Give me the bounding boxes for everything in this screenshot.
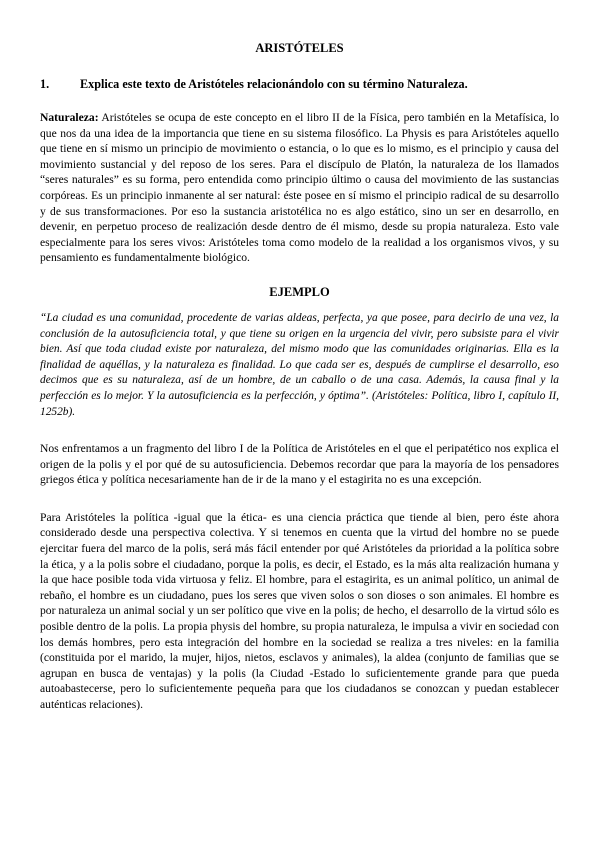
question-heading [40,76,559,92]
paragraph-intro: Nos enfrentamos a un fragmento del libro I de la Política de Aristóteles en el que el peripatético nos explica el origen de la polis y el por qué de su autosuficiencia. Debemos recordar que para la mayoría de los pensadores griegos ética y política necesariamente han de ir de la mano y el estagirita no es una excepción. [40,442,559,487]
question-number: 1. [40,77,50,91]
example-heading: EJEMPLO [269,284,330,299]
document-page [40,40,559,713]
paragraph-politics: Para Aristóteles la política -igual que la ética- es una ciencia práctica que tiende al bien, pero éste ahora considerado desde una perspectiva colectiva. Y si tenemos en cuenta que la virtud del hombre no se puede ejercitar fuera del marco de la polis, será más fácil entender por qué Aristóteles da prioridad a la política sobre la ética, y a la polis sobre el ciudadano, porque la polis, es decir, el Estado, es la más alta realización humana y la que hace posible toda vida virtuosa y feliz. El hombre, para el estagirita, es un animal político, un animal de rebaño, el hombre es un ciudadano, pues los seres que viven solos o son dioses o son animales. El hombre es por naturaleza un animal social y un ser político que vive en la polis; de hecho, el desarrollo de la virtud sólo es posible dentro de la polis. La propia physis del hombre, su propia naturaleza, le impulsa a vivir en sociedad con los demás hombres, pero esta integración del hombre en la sociedad se realiza a tres niveles: en la familia (constituida por el marido, la mujer, hijos, nietos, esclavos y animales), la aldea (conjunto de familias que se agrupan en busca de ventajas) y la polis (la Ciudad -Estado lo suficientemente grande para que pueda autoabastecerse, pero lo suficientemente pequeña para que los ciudadanos se conozcan y puedan establecer auténticas relaciones). [40,510,559,711]
definition-body: Aristóteles se ocupa de este concepto en el libro II de la Física, pero también en la Metafísica, lo que nos da una idea de la importancia que tiene en su sistema filosófico. La Physis es para Aristóteles aquello que tiene en sí mismo un principio de movimiento o estancia, o lo que es lo mismo, es el principio y causa del movimiento sustancial y del reposo de los seres. Para el discípulo de Platón, la naturaleza de los llamados “seres naturales” es su forma, pero entendida como principio último o causa del movimiento de las sustancias corpóreas. Es un principio inmanente al ser natural: éste posee en sí mismo el principio radical de su desarrollo y de sus transformaciones. Por eso la sustancia aristotélica no es algo estático, sino un ser en desarrollo, en devenir, en perpetuo proceso de realización desde dentro de él mismo, desde su propia naturaleza. Esto vale especialmente para los seres vivos: Aristóteles toma como modelo de la realidad a los organismos vivos, y su pensamiento es fundamentalmente biológico. [40,111,559,265]
aristotle-quote: “La ciudad es una comunidad, procedente de varias aldeas, perfecta, ya que posee, para decirlo de una vez, la conclusión de la autosuficiencia total, y que tiene su origen en la urgencia del vivir, pero subsiste para el vivir bien. Así que toda ciudad existe por naturaleza, del mismo modo que las comunidades originarias. Ella es la finalidad de aquéllas, y la naturaleza es finalidad. Lo que cada ser es, después de cumplirse el desarrollo, eso decimos que es su naturaleza, así de un hombre, de un caballo o de una casa. Además, la causa final y la perfección es lo mejor. Y la autosuficiencia es la perfección, y óptima”. (Aristóteles: Política, libro I, capítulo II, 1252b). [40,311,559,418]
question-text: Explica este texto de Aristóteles relacionándolo con su término Naturaleza. [80,77,468,91]
definition-term: Naturaleza: [40,111,99,124]
definition-paragraph [40,110,559,266]
paragraph-spacer [40,488,559,510]
document-title: ARISTÓTELES [255,41,344,55]
